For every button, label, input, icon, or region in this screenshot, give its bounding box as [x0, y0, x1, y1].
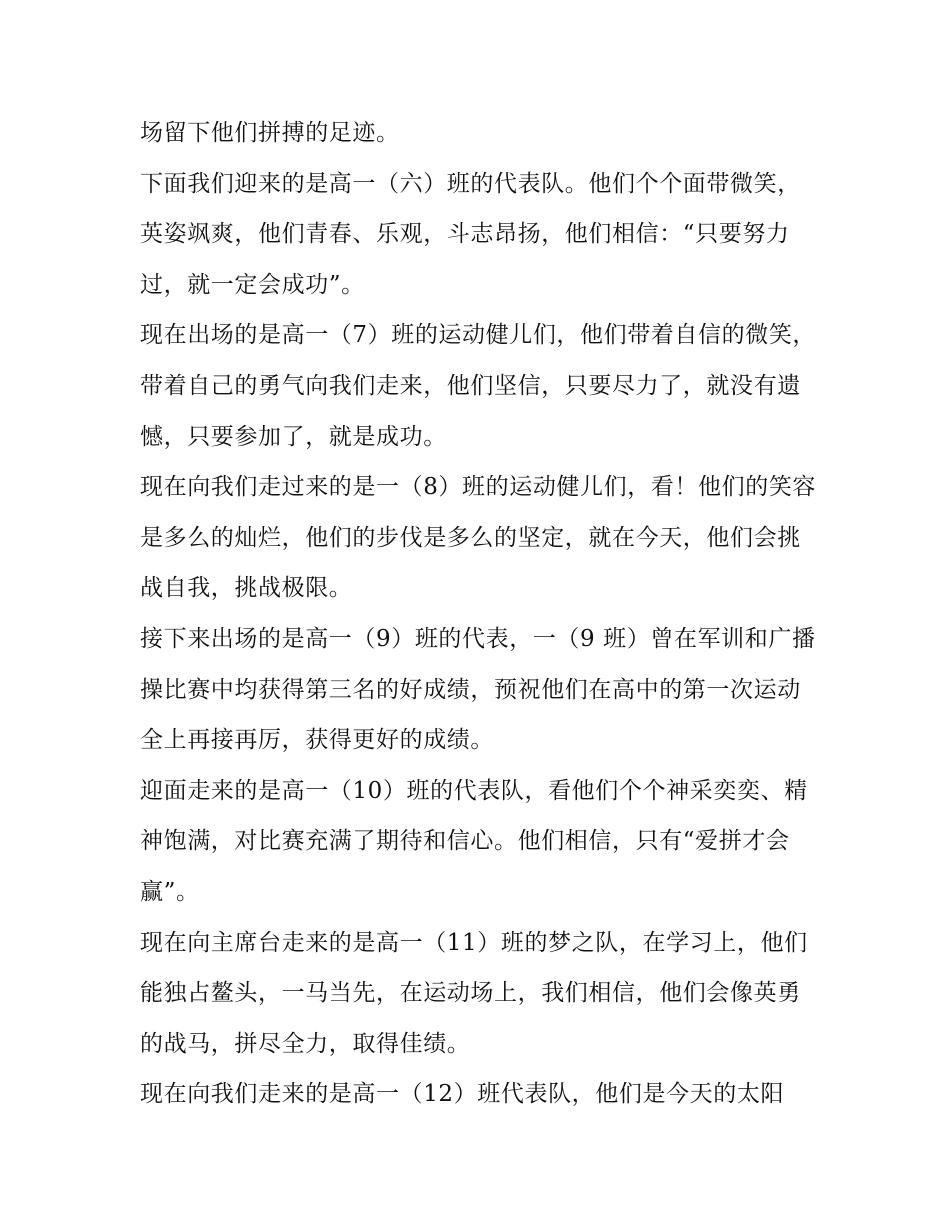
paragraph-5: 接下来出场的是高一（9）班的代表，一（9 班）曾在军训和广播操比赛中均获得第三名的好成绩，预祝他们在高中的第一次运动全上再接再厉，获得更好的成绩。 [140, 625, 816, 754]
paragraph-6: 迎面走来的是高一（10）班的代表队，看他们个个神采奕奕、精神饱满，对比赛充满了期待和信心。他们相信，只有“爱拼才会赢”。 [140, 777, 808, 905]
paragraph-4: 现在向我们走过来的是一（8）班的运动健儿们，看！他们的笑容是多么的灿烂，他们的步伐是多么的坚定，就在今天，他们会挑战自我，挑战极限。 [140, 474, 817, 602]
paragraph-7: 现在向主席台走来的是高一（11）班的梦之队，在学习上，他们能独占鳌头，一马当先，在运动场上，我们相信，他们会像英勇的战马，拼尽全力，取得佳绩。 [140, 929, 808, 1057]
paragraph-8: 现在向我们走来的是高一（12）班代表队，他们是今天的太阳 [140, 1081, 785, 1108]
paragraph-2: 下面我们迎来的是高一（六）班的代表队。他们个个面带微笑，英姿飒爽，他们青春、乐观，斗志昂扬，他们相信：“只要努力过，就一定会成功”。 [140, 170, 801, 298]
paragraph-3: 现在出场的是高一（7）班的运动健儿们，他们带着自信的微笑，带着自己的勇气向我们走来，他们坚信，只要尽力了，就没有遗憾，只要参加了，就是成功。 [140, 322, 817, 450]
document-body [140, 108, 820, 1120]
paragraph-1: 场留下他们拼搏的足迹。 [140, 120, 400, 146]
